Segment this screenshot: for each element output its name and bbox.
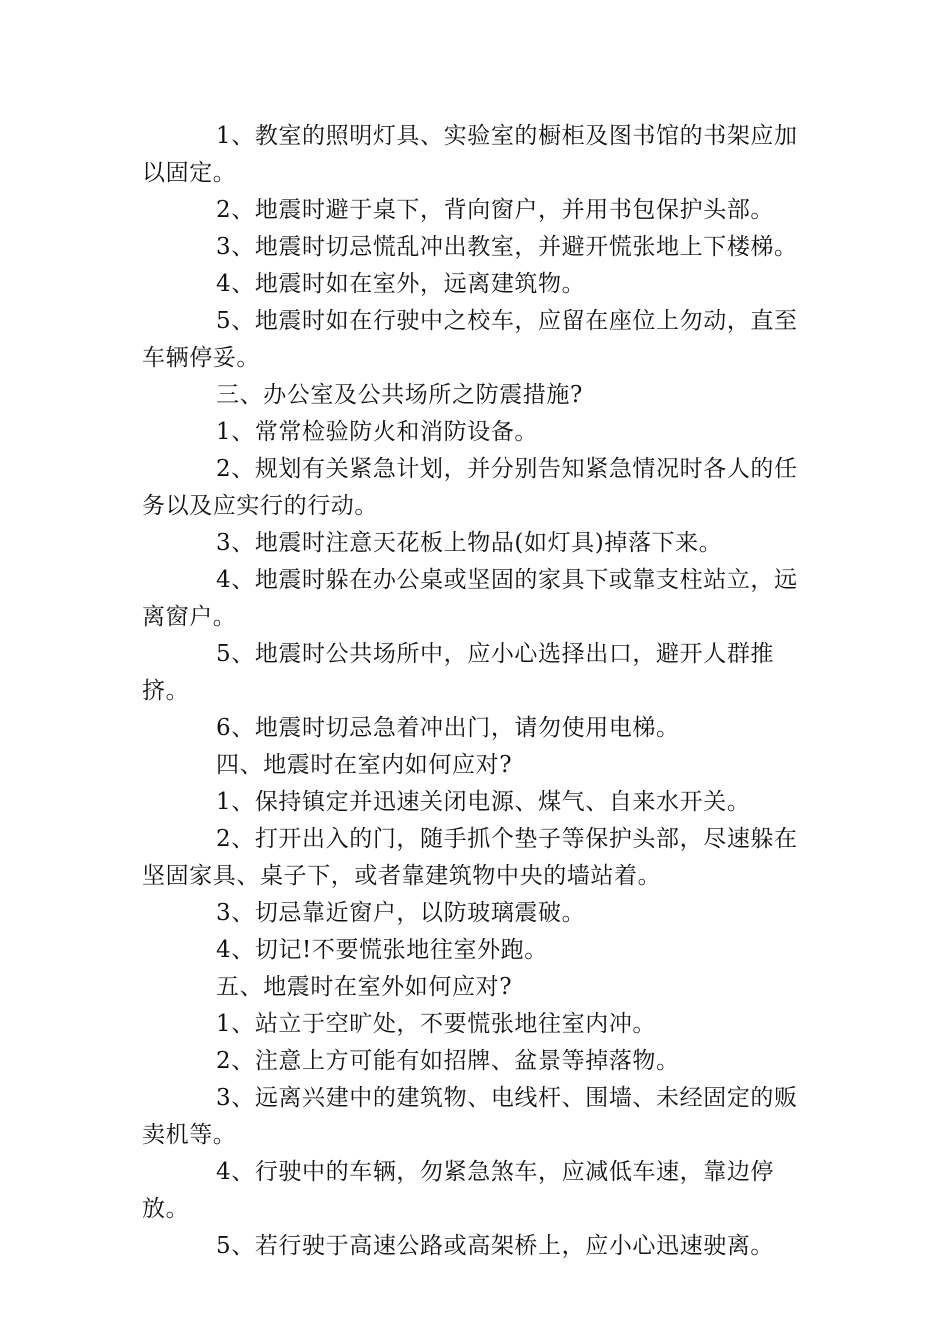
paragraph-14: 1、保持镇定并迅速关闭电源、煤气、自来水开关。 [216, 789, 751, 815]
paragraph-1: 1、教室的照明灯具、实验室的橱柜及图书馆的书架应加以固定。 [142, 123, 798, 186]
section-heading-4: 四、地震时在室内如何应对? [216, 752, 513, 778]
paragraph-2: 2、地震时避于桌下，背向窗户，并用书包保护头部。 [216, 197, 775, 223]
paragraph-19: 1、站立于空旷处，不要慌张地往室内冲。 [216, 1011, 657, 1037]
paragraph-22: 4、行驶中的车辆，勿紧急煞车，应减低车速，靠边停放。 [142, 1159, 775, 1222]
paragraph-16: 3、切忌靠近窗户，以防玻璃震破。 [216, 900, 586, 926]
section-heading-5: 五、地震时在室外如何应对? [216, 974, 513, 1000]
paragraph-3: 3、地震时切忌慌乱冲出教室，并避开慌张地上下楼梯。 [216, 234, 798, 260]
paragraph-10: 4、地震时躲在办公桌或坚固的家具下或靠支柱站立，远离窗户。 [142, 567, 798, 630]
paragraph-20: 2、注意上方可能有如招牌、盆景等掉落物。 [216, 1048, 680, 1074]
section-heading-3: 三、办公室及公共场所之防震措施? [216, 382, 583, 408]
paragraph-11: 5、地震时公共场所中，应小心选择出口，避开人群推挤。 [142, 641, 775, 704]
paragraph-21: 3、远离兴建中的建筑物、电线杆、围墙、未经固定的贩卖机等。 [142, 1085, 798, 1148]
paragraph-4: 4、地震时如在室外，远离建筑物。 [216, 271, 586, 297]
paragraph-23: 5、若行驶于高速公路或高架桥上，应小心迅速驶离。 [216, 1233, 775, 1259]
paragraph-9: 3、地震时注意天花板上物品(如灯具)掉落下来。 [216, 530, 723, 556]
paragraph-12: 6、地震时切忌急着冲出门，请勿使用电梯。 [216, 715, 680, 741]
paragraph-15: 2、打开出入的门，随手抓个垫子等保护头部，尽速躲在坚固家具、桌子下，或者靠建筑物中央的墙站着。 [142, 826, 798, 889]
paragraph-17: 4、切记!不要慌张地往室外跑。 [216, 937, 548, 963]
document-body [142, 118, 812, 1265]
paragraph-8: 2、规划有关紧急计划，并分别告知紧急情况时各人的任务以及应实行的行动。 [142, 456, 798, 519]
paragraph-5: 5、地震时如在行驶中之校车，应留在座位上勿动，直至车辆停妥。 [142, 308, 798, 371]
paragraph-7: 1、常常检验防火和消防设备。 [216, 419, 539, 445]
